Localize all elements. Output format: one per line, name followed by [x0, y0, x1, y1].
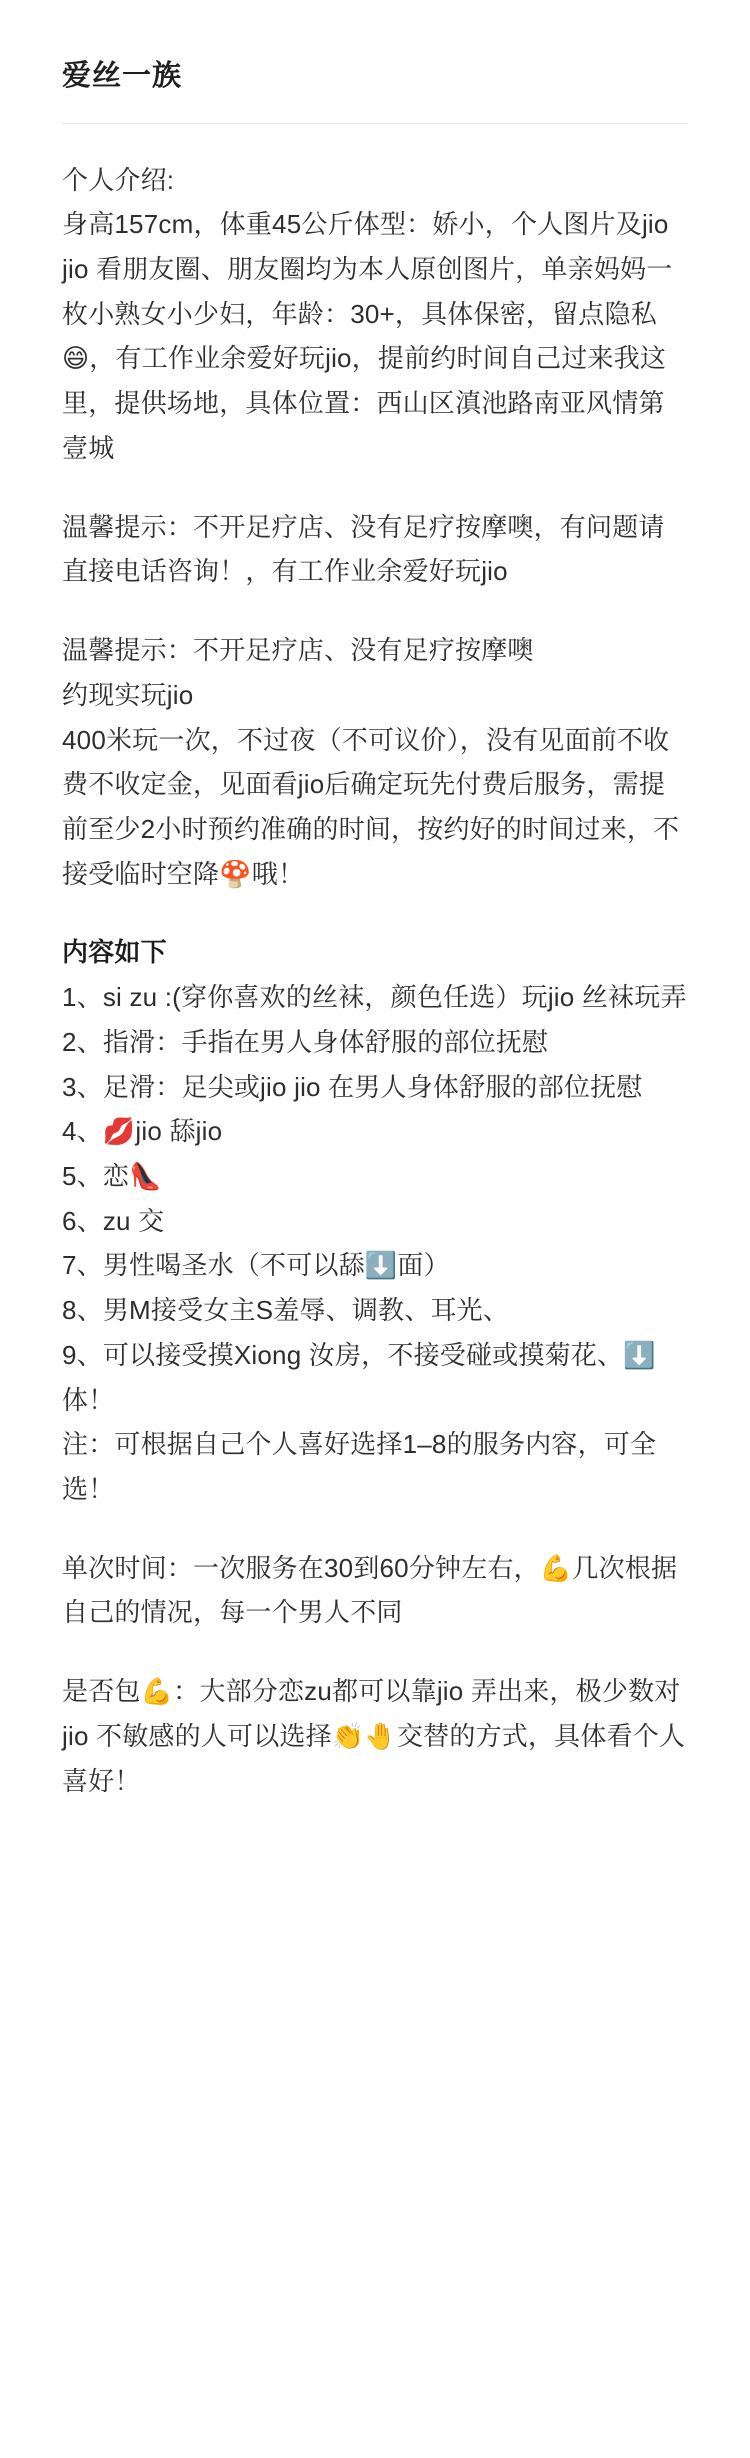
list-item: 9、可以接受摸Xiong 汝房，不接受碰或摸菊花、⬇️体！ [62, 1339, 656, 1415]
section-finish [62, 1669, 688, 1803]
list-item: 5、恋👠 [62, 1160, 162, 1191]
list-item: 4、💋jio 舔jio [62, 1116, 223, 1147]
list-item: 7、男性喝圣水（不可以舔⬇️面） [62, 1250, 450, 1281]
list-item: 2、指滑：手指在男人身体舒服的部位抚慰 [62, 1026, 549, 1057]
list-item: 3、足滑：足尖或jio jio 在男人身体舒服的部位抚慰 [62, 1071, 643, 1102]
list-note: 注：可根据自己个人喜好选择1–8的服务内容，可全选！ [62, 1429, 657, 1504]
page-title: 爱丝一族 [62, 60, 183, 92]
list-item: 8、男M接受女主S羞辱、调教、耳光、 [62, 1295, 510, 1326]
title-divider [62, 123, 688, 124]
list-heading: 内容如下 [62, 937, 167, 968]
spacer-1 [62, 471, 688, 505]
finish-text: 是否包💪：大部分恋zu都可以靠jio 弄出来，极少数对jio 不敏感的人可以选择👏🤚交替的方式，具体看个人喜好！ [62, 1676, 686, 1796]
section-intro [62, 158, 688, 471]
section-service-list [62, 930, 688, 1511]
intro-heading: 个人介绍: [62, 164, 175, 195]
list-item: 1、si zu :(穿你喜欢的丝袜，颜色任选）玩jio 丝袜玩弄 [62, 982, 687, 1013]
spacer-2 [62, 594, 688, 628]
tip-one-text: 温馨提示：不开足疗店、没有足疗按摩噢，有问题请直接电话咨询！，有工作业余爱好玩jio [62, 511, 665, 587]
spacer-3 [62, 896, 688, 930]
list-item: 6、zu 交 [62, 1205, 165, 1236]
service-list [62, 975, 688, 1422]
tip-two-subline: 约现实玩jio [62, 679, 194, 710]
section-tip-two [62, 628, 688, 896]
spacer-4 [62, 1512, 688, 1546]
duration-text: 单次时间：一次服务在30到60分钟左右，💪几次根据自己的情况，每一个男人不同 [62, 1552, 678, 1628]
section-duration [62, 1546, 688, 1635]
tip-two-text: 温馨提示：不开足疗店、没有足疗按摩噢 [62, 635, 534, 666]
intro-body: 身高157cm，体重45公斤体型：娇小，个人图片及jio jio 看朋友圈、朋友圈均为本人原创图片，单亲妈妈一枚小熟女小少妇，年龄：30+，具体保密，留点隐私😄，有工作业余爱好玩jio，提前约时间自己过来我这里，提供场地，具体位置：西山区滇池路南亚风情第壹城 [62, 209, 673, 463]
section-tip-one [62, 505, 688, 594]
price-terms-text: 400米玩一次，不过夜（不可议价），没有见面前不收费不收定金，见面看jio后确定玩先付费后服务，需提前至少2小时预约准确的时间，按约好的时间过来，不接受临时空降🍄哦！ [62, 724, 680, 889]
spacer-5 [62, 1635, 688, 1669]
